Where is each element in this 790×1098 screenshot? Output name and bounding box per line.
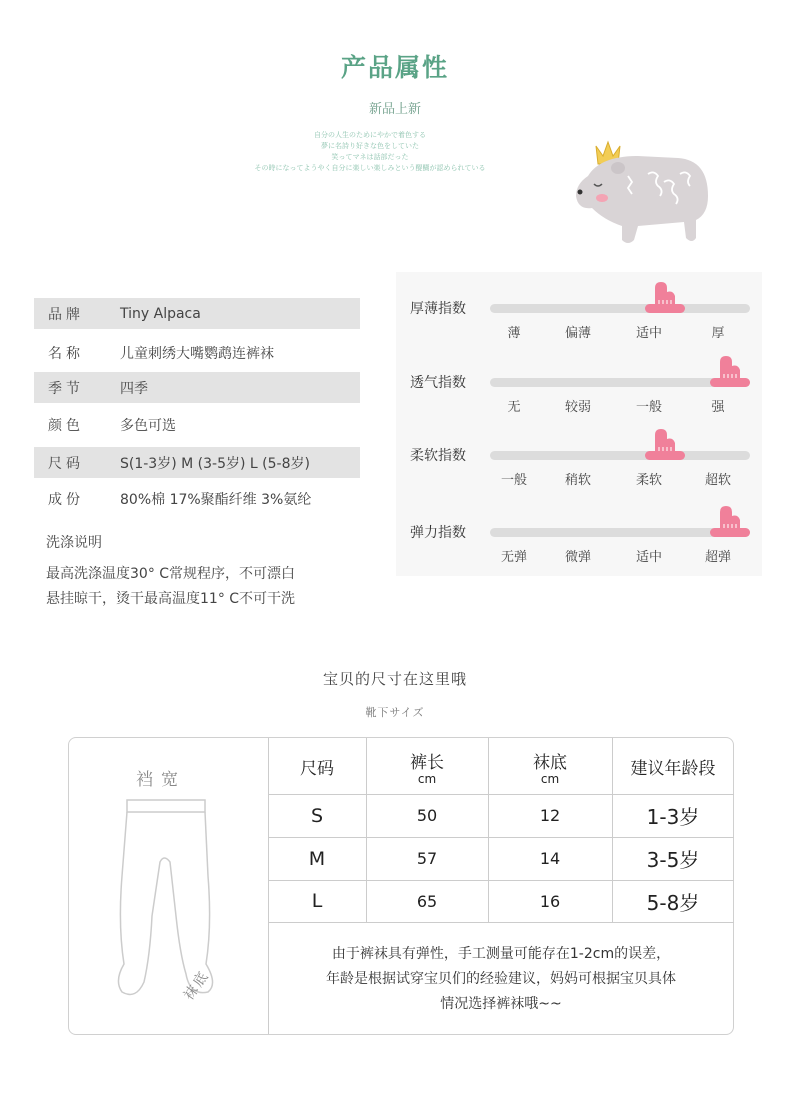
index-option: 较弱: [564, 400, 592, 415]
attr-value: 80%棉 17%聚酯纤维 3%氨纶: [120, 491, 312, 508]
table-cell-size: M: [308, 847, 326, 870]
measurement-note: [268, 942, 734, 1017]
sock-sole-label: 袜底: [181, 967, 213, 1004]
index-option: 一般: [500, 473, 528, 488]
table-cell-age: 3-5岁: [646, 848, 700, 872]
table-cell-sole: 12: [539, 806, 561, 825]
table-header-cell: [612, 738, 734, 794]
washing-title: 洗涤说明: [46, 535, 102, 551]
attr-row-material: [34, 483, 360, 514]
attr-key: 尺码: [48, 455, 84, 472]
index-label: 柔软指数: [410, 448, 466, 464]
attr-key: 品牌: [48, 306, 84, 323]
table-cell-length: 57: [416, 849, 438, 868]
pink-hand-icon: [651, 427, 679, 453]
attr-value: 儿童刺绣大嘴鹦鹉连裤袜: [120, 345, 274, 362]
page-title: 产品属性: [340, 53, 449, 82]
table-cell-sole: 16: [539, 891, 561, 911]
table-cell-length: 50: [416, 806, 438, 825]
table-cell-size: L: [311, 890, 323, 912]
size-section-title: 宝贝的尺寸在这里哦: [322, 670, 467, 688]
index-option: 薄: [507, 326, 521, 341]
table-header-cell: [268, 738, 366, 794]
attr-key: 成份: [48, 491, 84, 508]
table-cell-size: S: [310, 804, 324, 827]
attr-row-size: [34, 447, 360, 478]
index-option: 厚: [711, 326, 725, 341]
washing-line: 悬挂晾干，烫干最高温度11° C不可干洗: [46, 591, 296, 607]
index-option: 微弹: [564, 550, 592, 565]
index-option: 柔软: [635, 473, 663, 488]
table-cell-length: 65: [416, 891, 438, 911]
note-line: 年龄是根据试穿宝贝们的经验建议，妈妈可根据宝贝具体: [326, 971, 676, 987]
attr-value: 四季: [120, 380, 148, 397]
header-label: 袜底: [533, 752, 567, 773]
pink-hand-icon: [716, 504, 744, 530]
index-option: 无弹: [500, 550, 528, 565]
index-option: 适中: [635, 326, 663, 341]
attr-row-color: [34, 409, 360, 440]
table-cell-sole: 14: [539, 849, 561, 868]
index-option: 无: [507, 400, 521, 415]
index-option: 强: [711, 400, 725, 415]
bear-icon: [568, 134, 718, 246]
attr-key: 颜色: [48, 417, 84, 434]
attr-key: 季节: [48, 380, 84, 397]
header-label: 建议年龄段: [630, 758, 716, 779]
size-section-subtitle: 靴下サイズ: [365, 706, 425, 719]
jp-line: その時になってようやく自分に楽しい楽しみという醍醐が認められている: [254, 164, 486, 172]
attr-value: 多色可选: [120, 417, 176, 434]
attr-value: Tiny Alpaca: [120, 305, 201, 322]
table-cell-age: 5-8岁: [646, 890, 700, 915]
attr-row-name: [34, 337, 360, 368]
index-option: 适中: [635, 550, 663, 565]
index-track: [490, 378, 750, 387]
header-unit: cm: [417, 771, 437, 786]
page-subtitle: 新品上新: [368, 102, 421, 117]
decorative-japanese-text: [200, 130, 540, 174]
jp-line: 自分の人生のためにやかで着色する: [314, 131, 426, 139]
header-unit: cm: [540, 771, 560, 786]
table-divider: [268, 922, 734, 923]
table-header-cell: [366, 738, 488, 794]
attr-row-brand: [34, 298, 360, 329]
note-line: 情况选择裤袜哦~~: [440, 996, 562, 1012]
crotch-width-label: 裆宽: [136, 770, 186, 790]
index-label: 厚薄指数: [410, 301, 466, 317]
note-line: 由于裤袜具有弹性，手工测量可能存在1-2cm的误差，: [331, 946, 671, 962]
jp-line: 夢に名詩り好きな色をしていた: [321, 142, 419, 150]
washing-line: 最高洗涤温度30° C常规程序，不可漂白: [46, 566, 296, 582]
jp-line: 笑ってマネは話部だった: [331, 153, 409, 161]
pink-hand-icon: [716, 354, 744, 380]
tights-icon: [100, 796, 230, 1006]
pink-hand-icon: [651, 280, 679, 306]
attr-value: S(1-3岁) M (3-5岁) L (5-8岁): [120, 455, 310, 472]
header-label: 尺码: [300, 758, 334, 779]
table-cell-age: 1-3岁: [646, 805, 700, 829]
table-header-cell: [488, 738, 612, 794]
index-track: [490, 304, 750, 313]
index-option: 偏薄: [564, 326, 592, 341]
attr-row-season: [34, 372, 360, 403]
index-option: 超软: [704, 473, 732, 488]
index-option: 稍软: [564, 473, 592, 488]
attr-key: 名称: [48, 345, 84, 362]
index-label: 弹力指数: [410, 525, 466, 541]
index-option: 一般: [635, 400, 663, 415]
index-panel: [396, 272, 762, 576]
index-option: 超弹: [704, 550, 732, 565]
header-label: 裤长: [410, 752, 444, 773]
index-track: [490, 451, 750, 460]
index-track: [490, 528, 750, 537]
index-label: 透气指数: [410, 375, 466, 391]
